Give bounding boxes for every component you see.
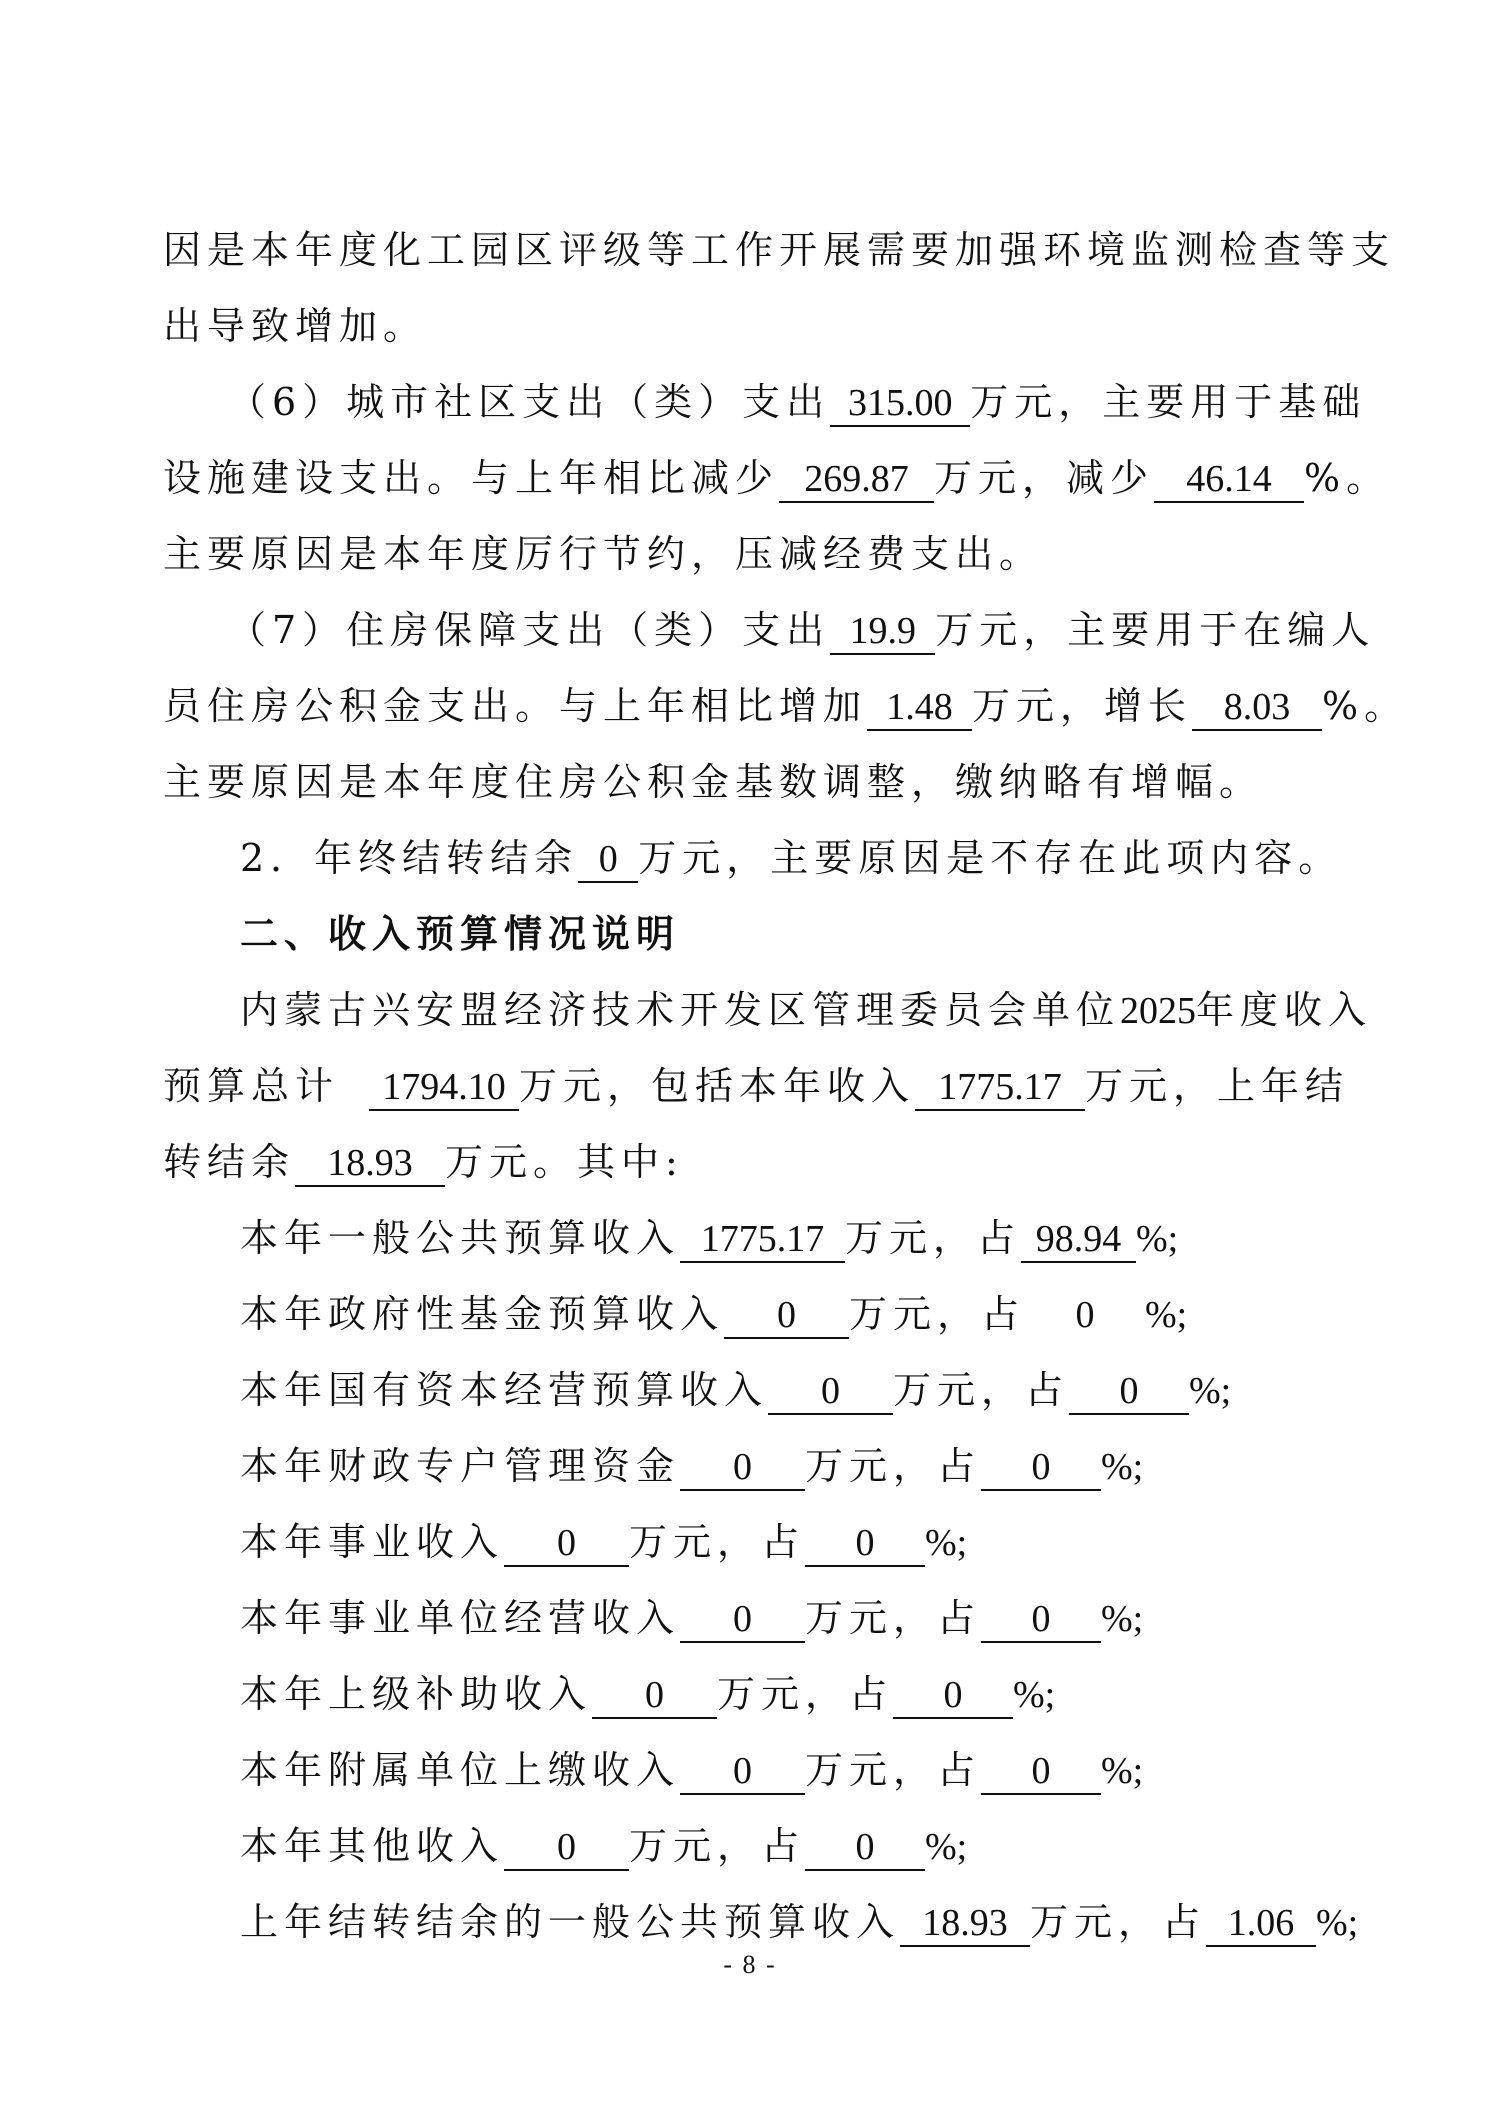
- income-row: [240, 1583, 1420, 1653]
- income-amount: 0: [768, 1369, 893, 1415]
- text: 万元，主要原因是不存在此项内容。: [638, 836, 1343, 880]
- item6-change-pct: 46.14: [1154, 457, 1304, 503]
- income-pct: 0: [805, 1825, 925, 1871]
- current-income: 1775.17: [915, 1065, 1085, 1111]
- text: 预算总计: [163, 1064, 340, 1108]
- item7-change-pct: 8.03: [1192, 685, 1322, 731]
- text: 转结余: [163, 1140, 296, 1184]
- item6-line1: [228, 367, 1408, 437]
- income-label: 本年事业收入: [240, 1520, 505, 1564]
- section-title: 二、收入预算情况说明: [240, 912, 681, 956]
- item7-amount: 19.9: [830, 609, 935, 655]
- text: 因是本年度化工园区评级等工作开展需要加强环境监测检查等支: [163, 228, 1396, 272]
- income-pct: 1.06: [1206, 1901, 1316, 1947]
- text: %;: [1316, 1902, 1359, 1944]
- paragraph-line: [163, 291, 1343, 361]
- prior-carryover: 18.93: [295, 1141, 445, 1187]
- item7-line1: [228, 595, 1408, 665]
- text: %;: [1013, 1674, 1056, 1716]
- text: 万元，占: [845, 1216, 1022, 1260]
- text: 万元，增长: [972, 684, 1193, 728]
- text: %;: [1101, 1446, 1144, 1488]
- text: 万元，占: [849, 1292, 1026, 1336]
- page-number: - 8 -: [723, 1950, 777, 1979]
- text: 万元，包括本年收入: [519, 1064, 916, 1108]
- income-row: [240, 1279, 1420, 1349]
- intro-line2: [163, 1051, 1350, 1121]
- item6-amount: 315.00: [830, 381, 970, 427]
- text: 万元，占: [805, 1596, 982, 1640]
- text: 万元，占: [893, 1368, 1070, 1412]
- text: 设施建设支出。与上年相比减少: [163, 456, 780, 500]
- text: 万元，占: [805, 1444, 982, 1488]
- carryover-amount: 0: [578, 837, 638, 883]
- income-amount: 0: [680, 1445, 805, 1491]
- income-row: [240, 1507, 1420, 1577]
- income-amount: 0: [504, 1521, 629, 1567]
- item6-line2: [163, 443, 1391, 513]
- text: 员住房公积金支出。与上年相比增加: [163, 684, 868, 728]
- income-amount: 0: [592, 1673, 717, 1719]
- income-amount: 0: [680, 1597, 805, 1643]
- carryover-line: [240, 823, 1420, 893]
- income-row: [240, 1355, 1420, 1425]
- item7-change-amount: 1.48: [867, 685, 972, 731]
- text: %;: [925, 1522, 968, 1564]
- text: %;: [925, 1826, 968, 1868]
- income-pct: 0: [1069, 1369, 1189, 1415]
- text: %;: [1189, 1370, 1232, 1412]
- income-amount: 18.93: [900, 1901, 1030, 1947]
- income-label: 上年结转结余的一般公共预算收入: [240, 1900, 901, 1944]
- income-row: [240, 1659, 1420, 1729]
- income-pct: 0: [981, 1749, 1101, 1795]
- income-pct: 98.94: [1021, 1217, 1136, 1263]
- item6-change-amount: 269.87: [779, 457, 934, 503]
- text: %;: [1101, 1750, 1144, 1792]
- text: %;: [1136, 1218, 1179, 1260]
- income-pct: 0: [893, 1673, 1013, 1719]
- text: 万元，占: [1030, 1900, 1207, 1944]
- item7-line2: [163, 671, 1409, 741]
- income-row: [240, 1887, 1420, 1957]
- text: 万元，上年结: [1085, 1064, 1350, 1108]
- item6-line3: [163, 519, 1343, 589]
- income-label: 本年上级补助收入: [240, 1672, 593, 1716]
- income-amount: 0: [680, 1749, 805, 1795]
- income-row: [240, 1431, 1420, 1501]
- text: %;: [1101, 1598, 1144, 1640]
- income-label: 本年一般公共预算收入: [240, 1216, 681, 1260]
- text: 年度收入: [1196, 988, 1373, 1032]
- text: 万元，主要用于基础: [970, 380, 1367, 424]
- text: %;: [1145, 1294, 1188, 1336]
- income-label: 本年其他收入: [240, 1824, 505, 1868]
- text: 主要原因是本年度住房公积金基数调整，缴纳略有增幅。: [163, 760, 1264, 804]
- text: %。: [1304, 456, 1391, 500]
- income-row: [240, 1203, 1420, 1273]
- income-label: 本年事业单位经营收入: [240, 1596, 681, 1640]
- intro-line1: [240, 975, 1420, 1045]
- income-amount: 0: [504, 1825, 629, 1871]
- income-label: 本年国有资本经营预算收入: [240, 1368, 769, 1412]
- total-income: 1794.10: [369, 1065, 519, 1111]
- text: 万元，占: [629, 1520, 806, 1564]
- text: 万元，减少: [934, 456, 1155, 500]
- income-pct: 0: [981, 1445, 1101, 1491]
- income-pct: 0: [981, 1597, 1101, 1643]
- text: 万元。其中:: [445, 1140, 684, 1184]
- intro-line3: [163, 1127, 1343, 1197]
- income-label: 本年财政专户管理资金: [240, 1444, 681, 1488]
- text: 万元，主要用于在编人: [935, 608, 1376, 652]
- text: %。: [1322, 684, 1409, 728]
- paragraph-line: [163, 215, 1396, 285]
- section-heading: [240, 899, 1420, 969]
- text: 主要原因是本年度厉行节约，压减经费支出。: [163, 532, 1044, 576]
- income-amount: 0: [724, 1293, 849, 1339]
- income-row: [240, 1735, 1420, 1805]
- income-amount: 1775.17: [680, 1217, 845, 1263]
- year: 2025: [1120, 990, 1197, 1032]
- item7-line3: [163, 747, 1343, 817]
- item7-label: （7）住房保障支出（类）支出: [228, 608, 831, 652]
- text: 出导致增加。: [163, 304, 428, 348]
- text: 万元，占: [629, 1824, 806, 1868]
- income-row: [240, 1811, 1420, 1881]
- text: 内蒙古兴安盟经济技术开发区管理委员会单位: [240, 988, 1121, 1032]
- item6-label: （6）城市社区支出（类）支出: [228, 380, 831, 424]
- income-pct: 0: [1075, 1294, 1095, 1336]
- text: 万元，占: [717, 1672, 894, 1716]
- carryover-label: 2．年终结转结余: [240, 836, 579, 880]
- income-pct: 0: [805, 1521, 925, 1567]
- income-label: 本年附属单位上缴收入: [240, 1748, 681, 1792]
- income-label: 本年政府性基金预算收入: [240, 1292, 725, 1336]
- text: 万元，占: [805, 1748, 982, 1792]
